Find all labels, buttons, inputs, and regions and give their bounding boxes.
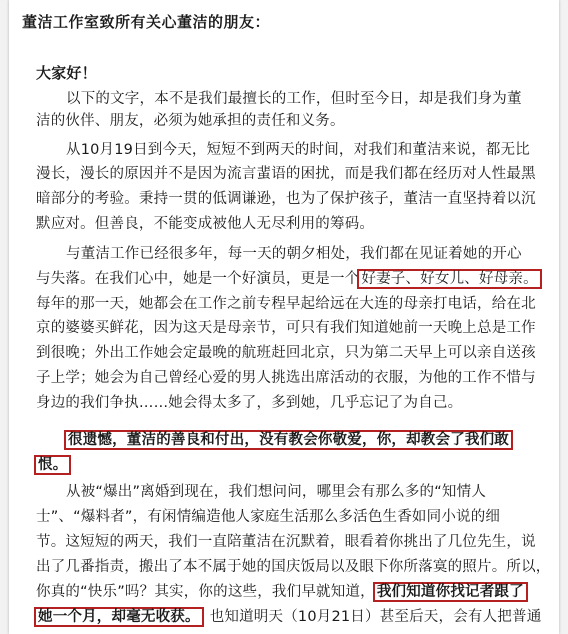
paragraph-line: 士”、“爆料者”，有闲情编造他人家庭生活那么多活色生香如同小说的细 [36, 509, 501, 525]
document-title: 董洁工作室致所有关心董洁的朋友： [22, 13, 271, 31]
paragraph-line: 默应对。但善良，不能变成被他人无尽利用的筹码。 [36, 216, 375, 232]
paragraph-line: 到很晚；外出工作她会定最晚的航班赶回北京，只为第二天早上可以亲自送孩 [36, 345, 536, 361]
paragraph-line [36, 582, 526, 602]
paragraph-line: 从10月19日到今天，短短不到两天的时间，对我们和董洁来说，都无比 [66, 142, 530, 158]
paragraph-line-text: 也知道明天（10月21日）甚至后天，会有人把普通 [209, 609, 542, 625]
highlight-box-hate-line [36, 455, 69, 475]
highlight-box-regret: 很遗憾，董洁的善良和付出，没有教会你敬爱，你，却教会了我们敢 [64, 430, 513, 450]
paragraph-line: 身边的我们争执……她会得太多了，多到她，几乎忘记了为自己。 [36, 395, 463, 411]
highlight-box-journalist: 我们知道你找记者跟了 [373, 582, 528, 602]
paragraph-line: 以下的文字，本不是我们最擅长的工作，但时至今日，却是我们身为董 [66, 91, 522, 107]
paragraph-line-text: 与失落。在我们心中，她是一个好演员，更是一个 [36, 271, 360, 287]
greeting: 大家好！ [36, 64, 97, 82]
paragraph-line: 京的婆婆买鲜花，因为这天是母亲节，可只有我们知道她前一天晚上总是工作 [36, 320, 536, 336]
paragraph-line [36, 269, 540, 289]
paragraph-line: 出了几番指责，搬出了本不属于她的国庆饭局以及眼下你所落寞的照片。所以， [36, 559, 551, 575]
paragraph-line: 漫长，漫长的原因并不是因为流言蜚语的困扰，而是我们都在经历对人性最黑 [36, 166, 536, 182]
paragraph-line: 洁的伙伴、朋友，必须为她承担的责任和义务。 [36, 113, 345, 129]
highlight-box-no-gain: 她一个月，却毫无收获。 [34, 607, 204, 627]
highlight-box-regret-line [66, 430, 511, 450]
paragraph-line: 每年的那一天，她都会在工作之前专程早起给远在大连的母亲打电话，给在北 [36, 296, 536, 312]
paragraph-line: 与董洁工作已经很多年，每一天的朝夕相处，我们都在见证着她的开心 [66, 246, 522, 262]
highlight-box-good-wife: 好妻子、好女儿、好母亲。 [357, 269, 541, 289]
paragraph-line-text: 你真的“快乐”吗？其实，你的这些，我们早就知道， [36, 584, 375, 600]
paragraph-line [36, 607, 541, 627]
paragraph-line: 从被“爆出”离婚到现在，我们想问问，哪里会有那么多的“知情人 [66, 484, 487, 500]
document-sheet [9, 0, 559, 634]
paragraph-line: 节。这短短的两天，我们一直陪董洁在沉默着，眼看着你挑出了几位先生，说 [36, 534, 536, 550]
highlight-box-hate: 恨。 [34, 455, 71, 475]
paragraph-line: 暗部分的考验。秉持一贯的低调谦逊，也为了保护孩子，董洁一直坚持着以沉 [36, 191, 536, 207]
paragraph-line: 子上学；她会为自己曾经心爱的男人挑选出席活动的衣服，为他的工作不惜与 [36, 370, 536, 386]
